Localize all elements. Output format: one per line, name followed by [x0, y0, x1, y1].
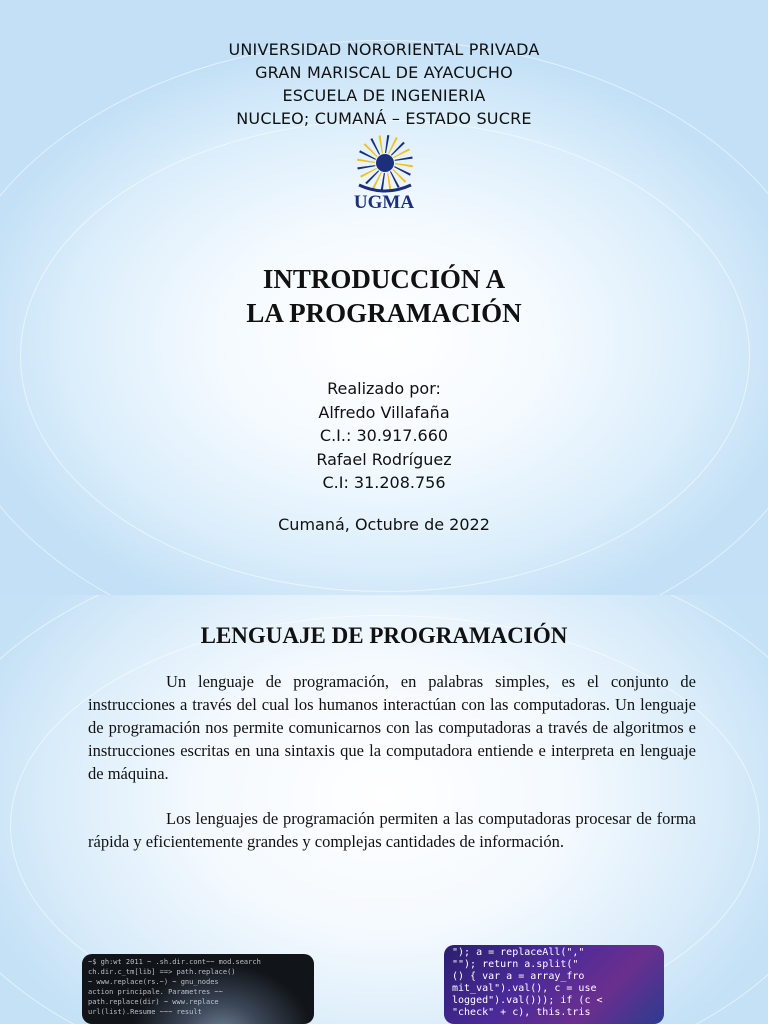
logo-ray: [394, 166, 411, 176]
header-line: ESCUELA DE INGENIERIA: [282, 86, 486, 105]
code-line-text: "check" + c), this.tris: [452, 1007, 591, 1018]
logo-ray: [395, 163, 413, 167]
globe-code-image: [82, 954, 314, 1024]
logo-ray: [387, 173, 391, 191]
authors-block: [0, 377, 768, 495]
code-line-text: () { var a = array_fro: [452, 971, 585, 982]
author-line: Realizado por:: [327, 379, 441, 398]
logo-ray: [385, 135, 389, 153]
logo-ray: [379, 135, 383, 153]
logo-ray: [357, 159, 375, 163]
content-slide: [0, 595, 768, 1024]
decorative-code-text: ch.dir.c_tm[lib] ==> path.replace(): [88, 968, 236, 976]
decorative-code-text: action principale. Parametres ~~: [88, 988, 223, 996]
code-line-text: logged").val())); if (c <: [452, 995, 603, 1006]
logo-ray: [381, 173, 385, 191]
paragraph: Los lenguajes de programación permiten a las computadoras procesar de forma rápida y eficientemente grandes y complejas cantidades de información.: [88, 809, 696, 851]
code-line-text: "); a = replaceAll(",": [452, 947, 585, 958]
title-line: LA PROGRAMACIÓN: [246, 298, 522, 328]
header-line: NUCLEO; CUMANÁ – ESTADO SUCRE: [236, 109, 532, 128]
code-line-text: ""); return a.split(": [452, 959, 579, 970]
university-header: [0, 38, 768, 130]
logo-text: UGMA: [353, 192, 415, 213]
author-line: C.I.: 30.917.660: [319, 426, 449, 445]
logo-ray: [372, 172, 382, 189]
logo-ray: [357, 165, 375, 169]
slide-title: [0, 262, 768, 330]
decorative-code-text: path.replace(dir) ~ www.replace: [88, 998, 219, 1006]
decorative-code-text: ~ www.replace(rs.~) ~ gnu_nodes: [88, 978, 219, 986]
title-line: INTRODUCCIÓN A: [262, 264, 506, 294]
code-screen-image: [444, 945, 664, 1024]
date-text: Cumaná, Octubre de 2022: [278, 515, 490, 534]
code-line-text: mit_val").val(), c = use: [452, 983, 597, 994]
decorative-code-text: ~$ gh:wt 2011 ~ .sh.dir.cont~~ mod.search: [88, 958, 261, 966]
section-title: LENGUAJE DE PROGRAMACIÓN: [200, 623, 568, 648]
author-line: Rafael Rodríguez: [316, 449, 452, 469]
logo-ray: [388, 137, 398, 154]
logo-ray: [359, 150, 376, 160]
author-line: Alfredo Villafaña: [318, 402, 450, 422]
header-line: UNIVERSIDAD NORORIENTAL PRIVADA: [228, 40, 540, 59]
author-line: C.I: 31.208.756: [322, 473, 446, 492]
paragraph: Un lenguaje de programación, en palabras simples, es el conjunto de instrucciones a través del cual los humanos interactúan con las computadoras. Un lenguaje de programación nos permite comunicarnos con las computadoras a través de algoritmos e instrucciones escritas en una sintaxis que la computadora entiende e interpreta en lenguaje de máquina.: [88, 672, 696, 783]
decorative-code-text: url(list).Resume ~~~ result: [88, 1008, 202, 1016]
header-line: GRAN MARISCAL DE AYACUCHO: [255, 63, 513, 82]
logo-ray: [395, 157, 413, 161]
